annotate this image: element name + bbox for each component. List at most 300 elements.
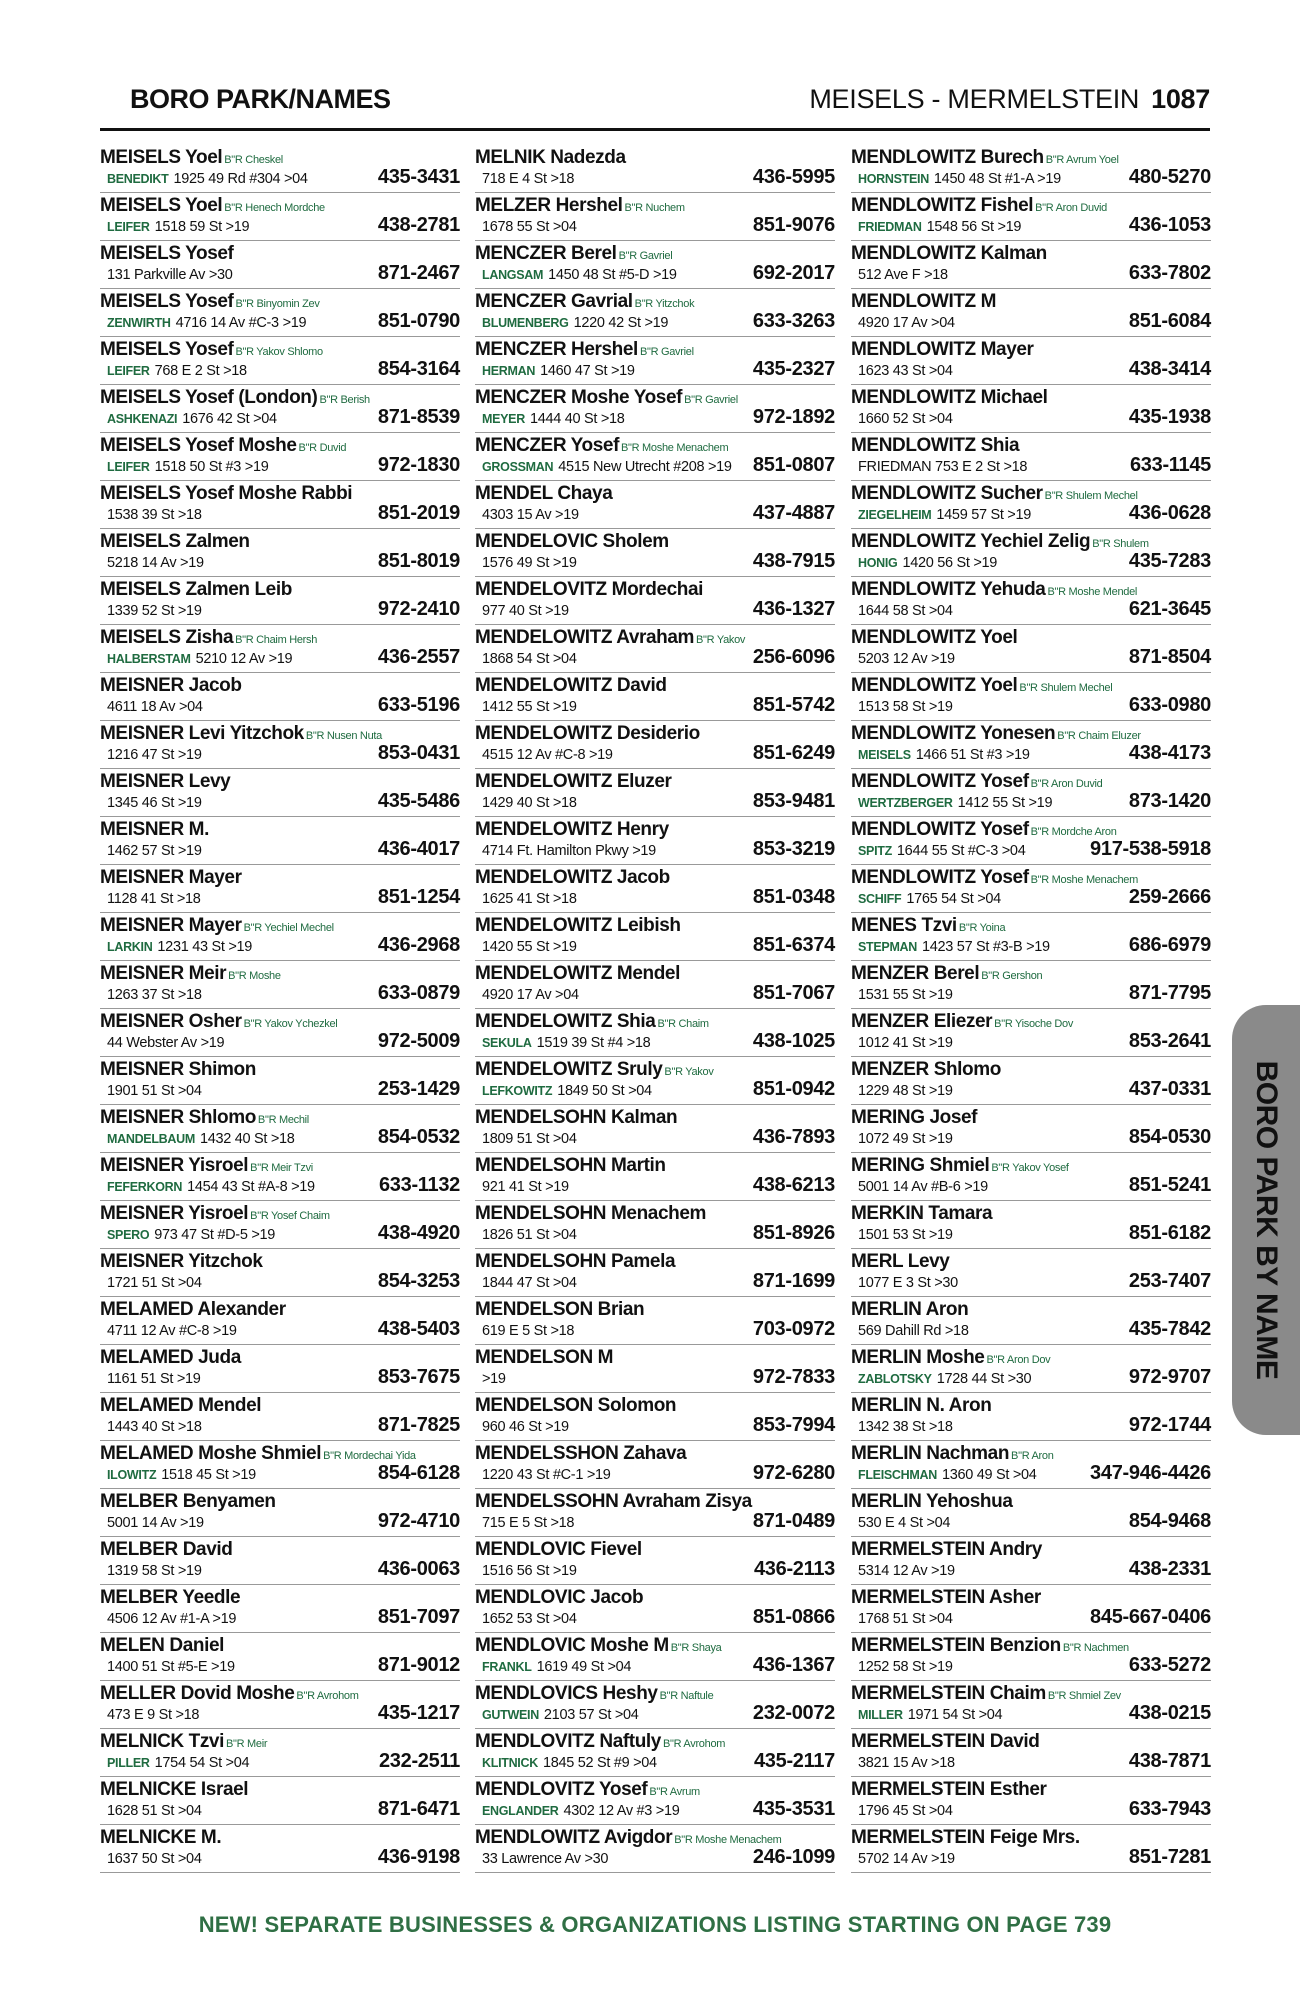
listing-address: 1429 40 St (482, 795, 550, 811)
listing-phone: 438-5403 (377, 1318, 460, 1340)
listing-name: MENDELSSHON Zahava (475, 1443, 687, 1464)
listing-address-line (858, 1466, 1037, 1484)
listing-name-line (100, 1059, 256, 1081)
listing-name: MEISELS Zisha (100, 627, 234, 648)
listing-zip-code: >19 (931, 1851, 955, 1867)
listing-zip-code: >04 (928, 363, 953, 379)
listing-entry (100, 481, 460, 529)
listing-address: 1728 44 St (936, 1371, 1004, 1387)
listing-surname: HERMAN (482, 364, 536, 378)
listing-name: MERING Josef (851, 1107, 978, 1128)
listing-name-line (100, 339, 323, 363)
listing-entry (475, 529, 835, 577)
listing-phone: 435-7842 (1128, 1318, 1211, 1340)
listing-phone: 633-1145 (1129, 454, 1211, 476)
listing-entry (100, 1633, 460, 1681)
listing-zip-code: >19 (177, 747, 202, 763)
listing-name-line (851, 339, 1034, 361)
listing-address: 1765 54 St (906, 891, 974, 907)
listing-address: 1619 49 St (536, 1659, 604, 1675)
listing-name: MEISNER Osher (100, 1011, 242, 1032)
listing-address-line (858, 1514, 950, 1532)
listing-address: 1576 49 St (482, 555, 550, 571)
listing-relation: B"R Shaya (670, 1642, 722, 1654)
listing-phone: 438-3414 (1128, 358, 1211, 380)
listing-name-line (851, 1443, 1054, 1467)
listing-entry (100, 1825, 460, 1873)
listing-name: MENDLOWITZ Shia (851, 435, 1020, 456)
listing-phone: 253-7407 (1128, 1270, 1211, 1292)
listing-address-line (858, 1034, 953, 1052)
listing-zip-code: >04 (253, 411, 277, 427)
listing-name: MENDELOWITZ Henry (475, 819, 669, 840)
listing-zip-code: >19 (176, 1371, 201, 1387)
listing-address: 1220 43 St #C-1 (482, 1467, 584, 1483)
listing-address-line (482, 1082, 652, 1100)
listing-address-line (482, 698, 577, 716)
listing-address-line (482, 1274, 577, 1292)
listing-zip-code: >18 (626, 1035, 651, 1051)
listing-surname: ASHKENAZI (107, 412, 178, 426)
listing-entry (851, 1825, 1211, 1873)
listing-phone: 853-3219 (752, 838, 835, 860)
listing-name-line (100, 1251, 263, 1273)
listing-entry (100, 1201, 460, 1249)
listing-address-line (107, 602, 202, 620)
listing-zip-code: >18 (928, 1419, 953, 1435)
listing-phone: 851-0790 (377, 310, 460, 332)
listing-phone: 851-2019 (377, 502, 460, 524)
listing-name: MELAMED Alexander (100, 1299, 286, 1320)
listing-name-line (100, 1299, 286, 1321)
listing-address: 718 E 4 St (482, 171, 547, 187)
listing-phone: 246-1099 (752, 1846, 835, 1868)
listing-address: 1519 39 St #4 (536, 1035, 623, 1051)
listing-zip-code: >19 (1026, 939, 1050, 955)
listing-name: MELNICK Tzvi (100, 1731, 224, 1752)
listing-address: 1901 51 St (107, 1083, 175, 1099)
listing-address-line (482, 1562, 577, 1580)
listing-relation: B"R Moshe Menachem (674, 1834, 782, 1846)
listing-surname: LEFKOWITZ (482, 1084, 553, 1098)
listing-address-line (858, 842, 1025, 860)
listing-zip-code: >04 (614, 1707, 639, 1723)
listing-entry (851, 817, 1211, 865)
listing-address-line (482, 1418, 569, 1436)
listing-surname: SPERO (107, 1228, 150, 1242)
listing-surname: GUTWEIN (482, 1708, 539, 1722)
listing-address-line (107, 1370, 201, 1388)
listing-zip-code: >18 (1003, 459, 1028, 475)
listing-zip-code: >18 (177, 1419, 202, 1435)
listing-zip-code: >04 (552, 1611, 577, 1627)
listing-entry (100, 817, 460, 865)
listing-relation: B"R Shulem (1092, 538, 1149, 550)
listing-entry (851, 1201, 1211, 1249)
listing-address: 1660 52 St (858, 411, 926, 427)
listing-address: 1826 51 St (482, 1227, 550, 1243)
listing-address-line (107, 698, 203, 716)
listing-address: 1319 58 St (107, 1563, 175, 1579)
listing-entry (100, 1105, 460, 1153)
listing-column-2 (475, 145, 835, 1873)
listing-address: 2103 57 St (543, 1707, 612, 1723)
listing-name: MENDELSOHN Martin (475, 1155, 666, 1176)
listing-entry (851, 1585, 1211, 1633)
listing-address-line (858, 1850, 955, 1868)
listing-zip-code: >19 (1007, 507, 1031, 523)
listing-entry (475, 1009, 835, 1057)
listing-entry (851, 721, 1211, 769)
listing-phone: 232-0072 (752, 1702, 835, 1724)
listing-name-line (100, 291, 320, 315)
listing-name-line (475, 1395, 676, 1417)
listing-name: MEISNER Yisroel (100, 1155, 249, 1176)
listing-entry (851, 1441, 1211, 1489)
listing-phone: 972-2410 (377, 598, 460, 620)
listing-address: 1548 56 St (926, 219, 994, 235)
listing-entry (100, 1681, 460, 1729)
listing-name-line (851, 1395, 991, 1417)
listing-phone: 853-7994 (752, 1414, 835, 1436)
listing-relation: B"R Naftule (659, 1690, 714, 1702)
listing-address-line (107, 1082, 202, 1100)
listing-name: MENDLOWITZ Yosef (851, 867, 1029, 888)
listing-entry (475, 721, 835, 769)
listing-phone: 851-7067 (752, 982, 835, 1004)
listing-entry (100, 865, 460, 913)
listing-zip-code: >18 (270, 1131, 295, 1147)
listing-phone: 436-5995 (752, 166, 835, 188)
listing-name: MEISELS Zalmen Leib (100, 579, 292, 600)
listing-address: 1676 42 St (182, 411, 250, 427)
listing-address-line (482, 890, 577, 908)
listing-name-line (851, 1635, 1129, 1659)
listing-phone: 633-0980 (1128, 694, 1211, 716)
listing-name-line (475, 963, 680, 985)
listing-address-line (858, 1082, 953, 1100)
listing-name: MERLIN N. Aron (851, 1395, 992, 1416)
listing-name: MENDLOWITZ Burech (851, 147, 1044, 168)
listing-zip-code: >19 (1028, 795, 1053, 811)
listing-name-line (475, 723, 700, 745)
listing-phone: 435-5486 (377, 790, 460, 812)
listing-zip-code: >19 (291, 1179, 315, 1195)
listing-surname: ILOWITZ (107, 1468, 157, 1482)
listing-phone: 436-0628 (1128, 502, 1211, 524)
listing-phone: 853-0431 (377, 742, 460, 764)
listing-surname: HORNSTEIN (858, 172, 929, 186)
listing-surname: BENEDIKT (107, 172, 169, 186)
listing-relation: B"R Duvid (298, 442, 347, 454)
listing-surname: ENGLANDER (482, 1804, 559, 1818)
listing-name-line (100, 387, 370, 411)
listing-zip-code: >04 (928, 1611, 953, 1627)
listing-address-line (858, 458, 1027, 476)
listing-surname: HALBERSTAM (107, 652, 191, 666)
listing-address: 569 Dahill Rd (858, 1323, 942, 1339)
listing-entry (475, 1345, 835, 1393)
listing-zip-code: >19 (228, 939, 253, 955)
listing-relation: B"R Moshe (228, 970, 281, 982)
listing-address: 1796 45 St (858, 1803, 926, 1819)
listing-zip-code: >19 (212, 1323, 237, 1339)
listing-zip-code: >04 (977, 891, 1001, 907)
listing-name-line (100, 627, 317, 651)
listing-relation: B"R Yakov Yosef (991, 1162, 1069, 1174)
listing-entry (100, 1585, 460, 1633)
listing-name-line (851, 291, 996, 313)
listing-name: MENDEL Chaya (475, 483, 613, 504)
listing-address: 1216 47 St (107, 747, 175, 763)
listing-address: 1868 54 St (482, 651, 550, 667)
listing-zip-code: >19 (232, 1467, 256, 1483)
listing-phone: 854-6128 (377, 1462, 460, 1484)
listing-address-line (858, 554, 997, 572)
listing-phone: 851-0866 (752, 1606, 835, 1628)
listing-name-line (851, 1731, 1040, 1753)
listing-zip-code: >19 (928, 699, 953, 715)
listing-phone: 917-538-5918 (1090, 838, 1211, 860)
listing-name-line (851, 579, 1137, 603)
listing-name-line (100, 147, 283, 171)
listing-name-line (475, 243, 672, 267)
listing-zip-code: >04 (1001, 843, 1026, 859)
listing-column-3 (851, 145, 1211, 1873)
listing-zip-code: >19 (177, 795, 202, 811)
listing-address: 1644 55 St #C-3 (896, 843, 999, 859)
listing-address-line (482, 362, 635, 380)
listing-entry (100, 193, 460, 241)
listing-address-line (858, 218, 1021, 236)
listing-name: MEISELS Yosef Moshe (100, 435, 297, 456)
listing-phone: 259-2666 (1128, 886, 1211, 908)
listing-name: MENDELOWITZ Sruly (475, 1059, 663, 1080)
listing-entry (851, 241, 1211, 289)
listing-phone: 853-7675 (377, 1366, 460, 1388)
listing-address-line (107, 1850, 202, 1868)
listing-relation: B"R Shmiel Zev (1047, 1690, 1121, 1702)
listing-zip-code: >18 (552, 795, 577, 811)
listing-name: MENCZER Moshe Yosef (475, 387, 683, 408)
listing-entry (475, 481, 835, 529)
listing-zip-code: >19 (552, 699, 577, 715)
listing-name: MENDLOWITZ Kalman (851, 243, 1047, 264)
listing-name-line (100, 1155, 313, 1179)
listing-name: MENDLOVIC Moshe M (475, 1635, 669, 1656)
listing-phone: 972-1892 (752, 406, 835, 428)
listing-phone: 871-7795 (1128, 982, 1211, 1004)
listing-address: 5001 14 Av #B-6 (858, 1179, 961, 1195)
listing-phone: 871-2467 (377, 262, 460, 284)
listing-address-line (107, 458, 269, 476)
listing-column-1 (100, 145, 460, 1873)
listing-zip-code: >04 (225, 1755, 250, 1771)
listing-name: MENDELOWITZ Leibish (475, 915, 681, 936)
listing-relation: B"R Binyomin Zev (235, 298, 320, 310)
listing-entry (100, 289, 460, 337)
listing-entry (475, 625, 835, 673)
listing-zip-code: >18 (600, 411, 625, 427)
listing-address: 1623 43 St (858, 363, 926, 379)
listing-name-line (475, 387, 738, 411)
listing-relation: B"R Gershon (981, 970, 1043, 982)
listing-address-line (858, 410, 953, 428)
listing-name-line (851, 1059, 1001, 1081)
listing-address: 1012 41 St (858, 1035, 926, 1051)
listing-phone: 851-6084 (1128, 310, 1211, 332)
listing-relation: B"R Yakov Shlomo (235, 346, 323, 358)
listing-address-line (482, 554, 577, 572)
listing-zip-code: >19 (928, 1083, 953, 1099)
listing-surname: SPITZ (858, 844, 892, 858)
listing-name: MENDELSOHN Kalman (475, 1107, 678, 1128)
listing-name: MELAMED Mendel (100, 1395, 262, 1416)
listing-entry (475, 961, 835, 1009)
listing-name-line (851, 627, 1017, 649)
listing-address-line (482, 986, 579, 1004)
listing-name-line (475, 1539, 642, 1561)
listing-zip-code: >19 (708, 459, 732, 475)
side-tab (1232, 1005, 1300, 1435)
listing-entry (100, 673, 460, 721)
listing-entry (475, 1249, 835, 1297)
listing-name: MEISNER Levi Yitzchok (100, 723, 304, 744)
listing-name: MENDELOWITZ David (475, 675, 667, 696)
listing-address-line (482, 410, 625, 428)
listing-name-line (100, 243, 233, 265)
listing-address: 4515 12 Av #C-8 (482, 747, 586, 763)
listing-name: MEISELS Yosef (100, 339, 234, 360)
listing-name-line (851, 1539, 1042, 1561)
listing-zip-code: >19 (212, 1611, 237, 1627)
listing-relation: B"R Gavriel (684, 394, 738, 406)
listing-relation: B"R Chaim Hersh (235, 634, 318, 646)
listing-name-line (851, 1155, 1069, 1179)
listing-surname: MEISELS (858, 748, 911, 762)
listing-phone: 633-7802 (1128, 262, 1211, 284)
listing-name: MEISNER Shimon (100, 1059, 256, 1080)
listing-address-line (107, 938, 252, 956)
listing-zip-code: >19 (244, 459, 269, 475)
listing-address: 1768 51 St (858, 1611, 926, 1627)
listing-zip-code: >19 (552, 555, 577, 571)
listing-name-line (475, 1635, 722, 1659)
listing-zip-code: >19 (282, 315, 307, 331)
listing-phone: 853-9481 (752, 790, 835, 812)
listing-name: MENDLOWITZ Michael (851, 387, 1048, 408)
listing-zip-code: >19 (928, 1227, 953, 1243)
listing-name-line (475, 867, 670, 889)
listing-surname: FLEISCHMAN (858, 1468, 937, 1482)
listing-name: MENDLOWITZ Fishel (851, 195, 1034, 216)
listing-relation: B"R Avrum Yoel (1045, 154, 1119, 166)
listing-name: MELAMED Juda (100, 1347, 241, 1368)
listing-name: MERMELSTEIN Esther (851, 1779, 1047, 1800)
listing-entry (100, 625, 460, 673)
listing-relation: B"R Chaim (657, 1018, 709, 1030)
listing-relation: B"R Aron Duvid (1035, 202, 1107, 214)
listing-name-line (100, 531, 250, 553)
listing-name: MELZER Hershel (475, 195, 623, 216)
listing-name: MENDELSOHN Menachem (475, 1203, 706, 1224)
listing-address: 4920 17 Av (482, 987, 552, 1003)
listing-name-line (475, 1491, 752, 1513)
listing-name-line (100, 435, 346, 459)
listing-address: 5210 12 Av (195, 651, 265, 667)
listing-phone: 435-1938 (1128, 406, 1211, 428)
listing-name: MENDELOWITZ Eluzer (475, 771, 672, 792)
listing-address-line (482, 1178, 569, 1196)
listing-name: MENDLOWITZ Yoel (851, 675, 1018, 696)
listing-zip-code: >18 (944, 1323, 969, 1339)
listing-name: MENDLOWITZ Sucher (851, 483, 1043, 504)
listing-address-line (858, 602, 953, 620)
listing-zip-code: >04 (928, 603, 953, 619)
listing-name-line (100, 1395, 261, 1417)
listing-phone: 854-3164 (377, 358, 460, 380)
listing-relation: B"R Moshe Mendel (1047, 586, 1138, 598)
listing-zip-code: >19 (644, 315, 669, 331)
listing-name-line (475, 1299, 644, 1321)
listing-zip-code: >19 (482, 1371, 506, 1387)
listing-address: 1229 48 St (858, 1083, 926, 1099)
listing-zip-code: >19 (964, 1179, 988, 1195)
listing-phone: 871-7825 (377, 1414, 460, 1436)
listing-surname: SCHIFF (858, 892, 902, 906)
listing-address: 5314 12 Av (858, 1563, 928, 1579)
listing-entry (100, 577, 460, 625)
listing-address: 1444 40 St (529, 411, 598, 427)
listing-name-line (851, 819, 1117, 843)
listing-entry (475, 1825, 835, 1873)
listing-address-line (858, 1802, 953, 1820)
listing-entry (475, 913, 835, 961)
listing-address-line (482, 1130, 577, 1148)
listing-address-line (107, 266, 233, 284)
listing-phone: 438-7915 (752, 550, 835, 572)
listing-zip-code: >19 (545, 1419, 569, 1435)
side-tab-label: BORO PARK BY NAME (1250, 1060, 1283, 1380)
listing-zip-code: >19 (973, 555, 998, 571)
listing-address: 4515 New Utrecht #208 (558, 459, 705, 475)
listing-phone: 436-2557 (377, 646, 460, 668)
listing-address-line (858, 314, 955, 332)
listing-entry (100, 1441, 460, 1489)
listing-phone: 438-6213 (752, 1174, 835, 1196)
listing-name-line (851, 1779, 1047, 1801)
listing-name-line (851, 1203, 992, 1225)
listing-relation: B"R Moshe Menachem (621, 442, 729, 454)
listing-entry (475, 337, 835, 385)
page-range (809, 84, 1210, 115)
listing-address-line (107, 1418, 202, 1436)
listing-phone: 851-5742 (752, 694, 835, 716)
listing-address-line (107, 1130, 295, 1148)
listing-address: 1342 38 St (858, 1419, 926, 1435)
listing-phone: 437-0331 (1128, 1078, 1211, 1100)
listing-name-line (851, 1107, 977, 1129)
listing-name: MERMELSTEIN Chaim (851, 1683, 1046, 1704)
listing-name-line (100, 195, 325, 219)
listing-phone: 438-2781 (377, 214, 460, 236)
listing-name-line (851, 483, 1138, 507)
listing-address-line (482, 218, 577, 236)
listing-address: 1128 41 St (107, 891, 174, 907)
listing-address-line (107, 1274, 202, 1292)
listing-phone: 436-2113 (753, 1558, 835, 1580)
listing-address: 1412 55 St (957, 795, 1025, 811)
